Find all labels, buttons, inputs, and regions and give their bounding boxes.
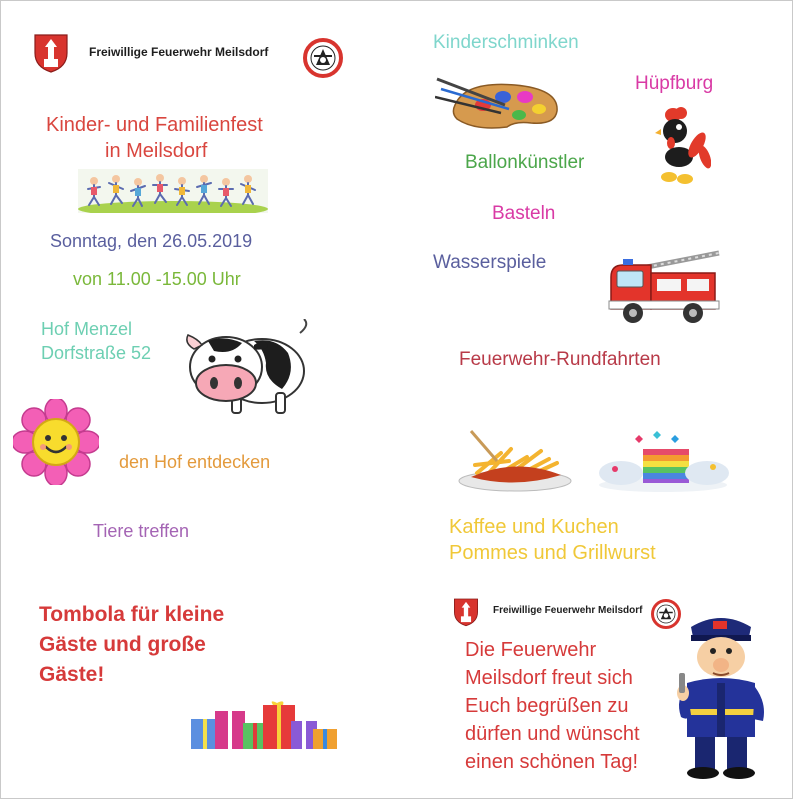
- activity-face-paint: Kinderschminken: [433, 32, 579, 53]
- smiling-flower-illustration: [13, 399, 99, 485]
- activity-animals: Tiere treffen: [93, 521, 190, 541]
- cow-illustration: [184, 319, 312, 419]
- balloon-rooster-illustration: [653, 105, 711, 187]
- paint-palette-illustration: [435, 75, 565, 131]
- footer-org-name: Freiwillige Feuerwehr Meilsdorf: [493, 605, 643, 616]
- location-line2: Dorfstraße 52: [41, 343, 152, 363]
- activity-fire-truck-rides: Feuerwehr-Rundfahrten: [459, 349, 661, 370]
- event-title-line1: Kinder- und Familienfest: [46, 114, 263, 136]
- children-dancing-illustration: [78, 169, 268, 213]
- greeting-line1: Die Feuerwehr: [465, 639, 597, 661]
- rainbow-cake-illustration: [595, 431, 731, 493]
- event-title-line2: in Meilsdorf: [105, 140, 208, 162]
- coat-of-arms-icon: [33, 33, 69, 73]
- greeting-line3: Euch begrüßen zu: [465, 695, 629, 717]
- coat-of-arms-icon: [453, 597, 479, 627]
- event-date: Sonntag, den 26.05.2019: [50, 231, 253, 251]
- gift-boxes-illustration: [189, 701, 339, 751]
- firefighter-mascot-illustration: [673, 613, 769, 779]
- activity-water-games: Wasserspiele: [433, 252, 547, 273]
- greeting-line4: dürfen und wünscht: [465, 723, 640, 745]
- event-time: von 11.00 -15.00 Uhr: [73, 269, 241, 289]
- fries-sausage-illustration: [457, 429, 573, 493]
- org-name: Freiwillige Feuerwehr Meilsdorf: [89, 45, 269, 59]
- fire-truck-illustration: [607, 247, 723, 325]
- activity-balloon-artist: Ballonkünstler: [465, 152, 585, 173]
- tombola-line3: Gäste!: [39, 663, 105, 686]
- activity-farm: den Hof entdecken: [119, 452, 271, 472]
- activity-bouncy-castle: Hüpfburg: [635, 73, 714, 94]
- greeting-line5: einen schönen Tag!: [465, 751, 639, 773]
- food-line2: Pommes und Grillwurst: [449, 542, 656, 564]
- location-line1: Hof Menzel: [41, 319, 133, 339]
- activity-crafts: Basteln: [492, 203, 556, 224]
- fire-brigade-badge-icon: [303, 38, 343, 78]
- tombola-line1: Tombola für kleine: [39, 603, 225, 626]
- tombola-line2: Gäste und große: [39, 633, 206, 656]
- food-line1: Kaffee und Kuchen: [449, 516, 619, 538]
- greeting-line2: Meilsdorf freut sich: [465, 667, 633, 689]
